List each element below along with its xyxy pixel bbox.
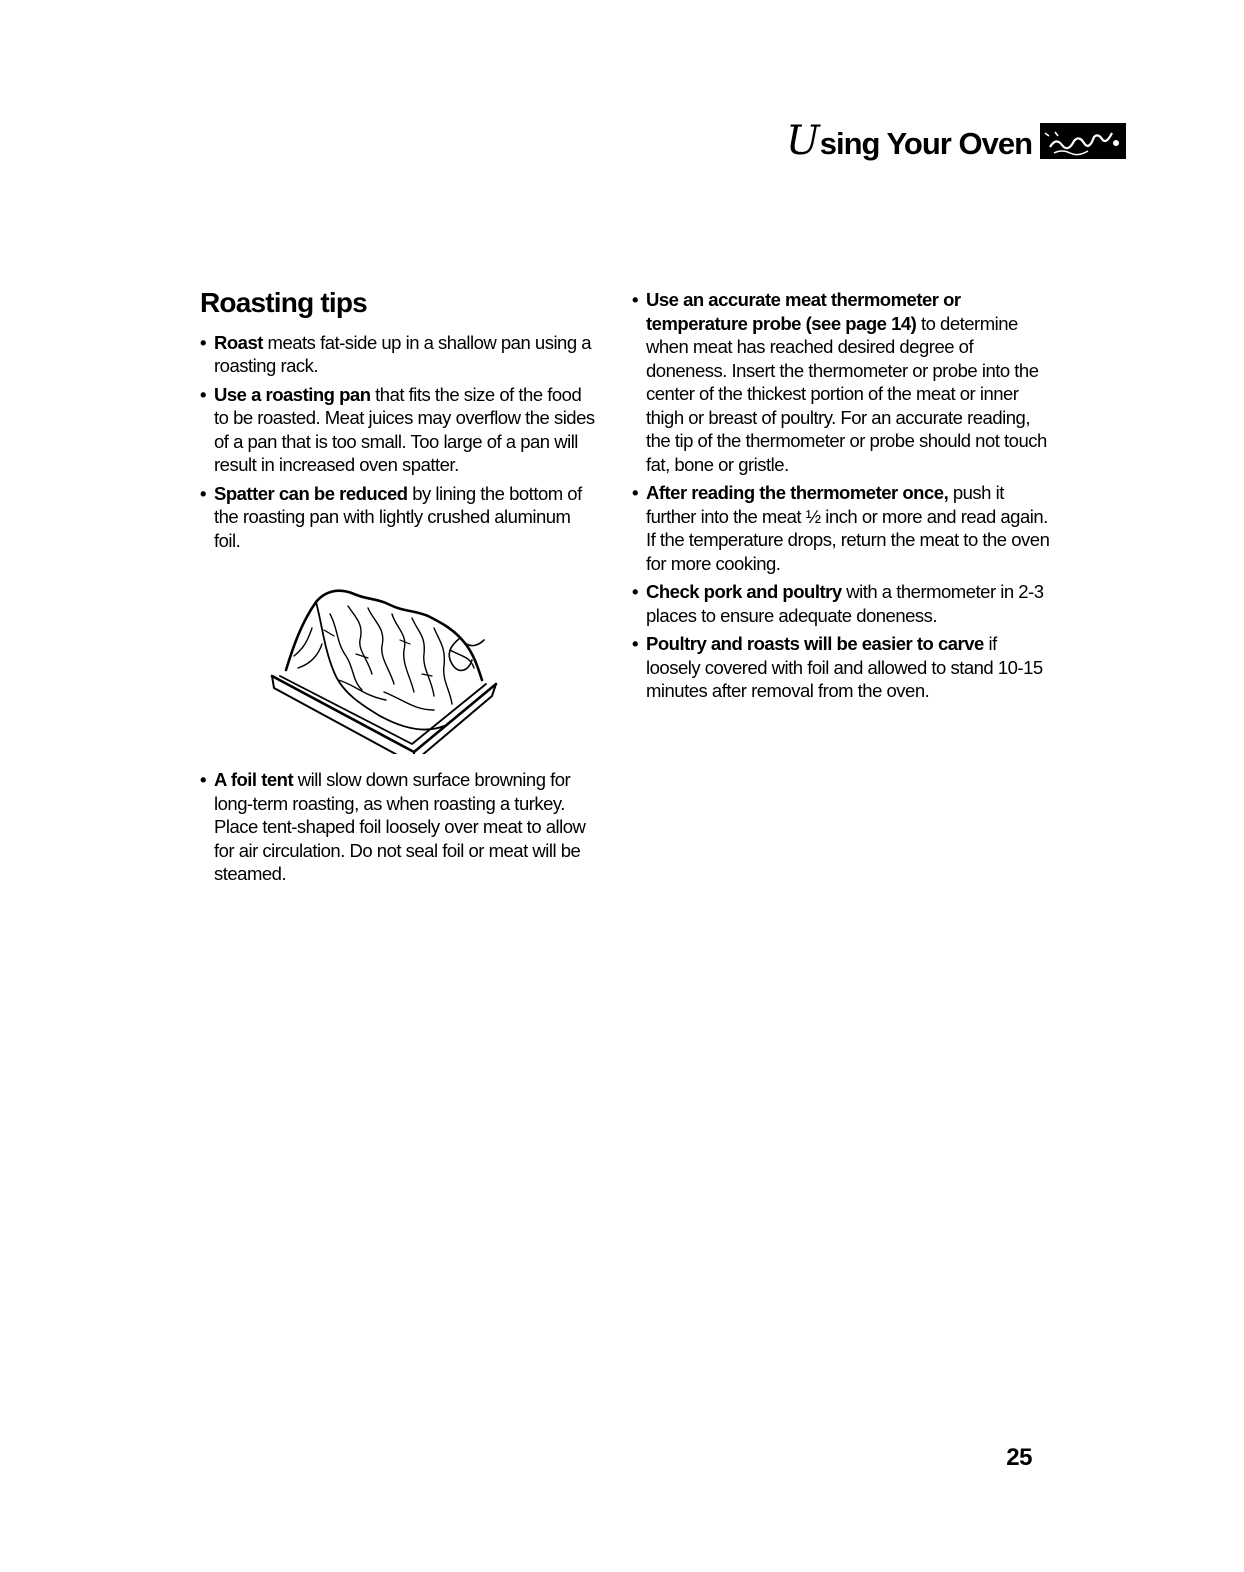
bullet-icon: • [632, 633, 638, 654]
tip-lead: Check pork and poultry [646, 581, 842, 602]
bullet-icon: • [632, 581, 638, 602]
right-column [630, 288, 1050, 708]
tip-text: by lining the bottom of the roasting pan with lightly crushed aluminum foil. [214, 482, 582, 551]
header-title-initial: U [786, 118, 819, 164]
tip-text: to determine when meat has reached desired degree of doneness. Insert the thermometer or probe into the center of the thickest portion of the meat or inner thigh or breast of poultry. For an accurate reading, the tip of the thermometer or probe should not touch fat, bone or gristle. [646, 312, 1047, 475]
tip-text: meats fat-side up in a shallow pan using a roasting rack. [214, 331, 592, 377]
header-title [786, 118, 1032, 164]
roast-in-foil-tent-pan-illustration [264, 584, 504, 754]
tip-text: with a thermometer in 2-3 places to ensure adequate doneness. [646, 581, 1044, 626]
tip-item [630, 481, 1050, 575]
tip-lead: After reading the thermometer once, [646, 482, 949, 503]
tip-text: will slow down surface browning for long-term roasting, as when roasting a turkey. Place tent-shaped foil loosely over meat to allow for air circulation. Do not seal foil or meat will be steamed. [214, 769, 586, 885]
page-number: 25 [1006, 1444, 1032, 1471]
left-column [198, 288, 598, 891]
tip-text: push it further into the meat ½ inch or more and read again. If the temperature drops, return the meat to the oven for more cooking. [646, 482, 1050, 574]
tip-item [198, 768, 598, 886]
header-title-rest: sing Your Oven [819, 126, 1032, 161]
tip-item [630, 580, 1050, 627]
tip-item [198, 331, 598, 378]
tip-text: if loosely covered with foil and allowed to stand 10-15 minutes after removal from the oven. [646, 633, 1043, 701]
tip-lead: Roast [214, 331, 263, 353]
tip-lead: Poultry and roasts will be easier to carve [646, 633, 984, 654]
tip-lead: Use an accurate meat thermometer or temperature probe (see page 14) [646, 289, 961, 334]
bullet-icon: • [200, 383, 206, 405]
tip-text: that fits the size of the food to be roasted. Meat juices may overflow the sides of a pan that is too small. Too large of a pan will result in increased oven spatter. [214, 383, 595, 476]
bullet-icon: • [632, 482, 638, 503]
tip-lead: A foil tent [214, 769, 294, 791]
tip-item [630, 632, 1050, 703]
tip-lead: Use a roasting pan [214, 383, 371, 405]
page-header [786, 118, 1126, 164]
bullet-icon: • [200, 331, 206, 353]
bullet-icon: • [632, 289, 638, 310]
bullet-icon: • [200, 482, 206, 504]
tip-lead: Spatter can be reduced [214, 482, 408, 504]
tip-item [198, 383, 598, 477]
bullet-icon: • [200, 769, 206, 791]
brand-box-icon [1040, 123, 1126, 159]
tip-item [630, 288, 1050, 476]
tip-item [198, 482, 598, 553]
section-heading: Roasting tips [200, 287, 367, 318]
